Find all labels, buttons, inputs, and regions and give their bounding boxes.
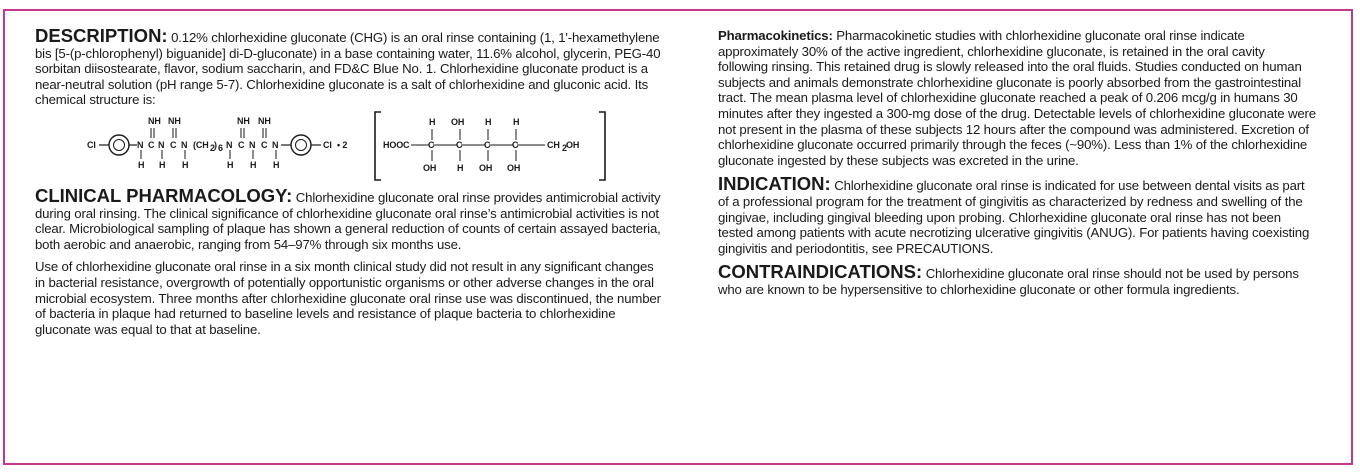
svg-text:C: C (512, 139, 519, 150)
clinical-pharmacology-section (35, 184, 663, 252)
indication-heading: INDICATION: (718, 173, 831, 195)
svg-text:H: H (159, 159, 166, 170)
left-column (35, 25, 663, 337)
pharmacokinetics-section (718, 28, 1318, 168)
right-column (718, 28, 1318, 298)
indication-text: Chlorhexidine gluconate oral rinse is indicated for use between dental visits as part of a professional program for the treatment of gingivitis as characterized by redness and swelling of the gingivae, including gingival bleeding upon probing. Chlorhexidine gluconate oral rinse has not been tested among patients with acute necrotizing ulcerative gingivitis (ANUG). For patients having coexisting gingivitis and periodontitis, see PRECAUTIONS. (718, 178, 1310, 256)
svg-text:H: H (457, 162, 464, 173)
svg-text:OH: OH (566, 139, 580, 150)
svg-text:H: H (513, 116, 520, 127)
svg-text:H: H (273, 159, 280, 170)
cl-right-label: Cl (323, 139, 332, 150)
svg-text:C: C (148, 139, 155, 150)
description-text: 0.12% chlorhexidine gluconate (CHG) is an oral rinse containing (1, 1'-hexamethylene bis [5-(p-chlorophenyl) biguanide] di-D-gluconate) in a base containing water, 11.6% alcohol, glycerin, PEG-40 sorbitan diisostearate, flavor, sodium saccharin, and FD&C Blue No. 1. Chlorhexidine gluconate product is a near-neutral solution (pH range 5-7). Chlorhexidine gluconate is a salt of chlorhexidine and gluconic acid. Its chemical structure is: (35, 30, 661, 108)
svg-text:NH: NH (237, 115, 250, 126)
clinical-pharmacology-text: Chlorhexidine gluconate oral rinse provides antimicrobial activity during oral rinsing. The clinical significance of chlorhexidine gluconate oral rinse’s antimicrobial activities is not clear. Microbiological sampling of plaque has shown a general reduction of counts of certain assayed bacteria, both aerobic and anaerobic, ranging from 54–97% through six months use. (35, 189, 661, 252)
description-heading: DESCRIPTION: (35, 25, 168, 46)
chemical-structure-diagram (85, 110, 665, 186)
svg-text:OH: OH (479, 162, 493, 173)
pharmacokinetics-heading: Pharmacokinetics: (718, 28, 833, 43)
svg-text:N: N (158, 139, 165, 150)
svg-text:H: H (182, 159, 189, 170)
contraindications-heading: CONTRAINDICATIONS: (718, 261, 923, 283)
clinical-pharmacology-heading: CLINICAL PHARMACOLOGY: (35, 184, 293, 206)
svg-text:NH: NH (168, 115, 181, 126)
svg-text:H: H (250, 159, 257, 170)
clinical-pharmacology-text-2: Use of chlorhexidine gluconate oral rinse in a six month clinical study did not result in any significant changes in bacterial resistance, overgrowth of potentially opportunistic organisms or other adverse changes in the oral microbial ecosystem. Three months after chlorhexidine gluconate oral rinse use was discontinued, the number of bacteria in plaque had returned to baseline levels and resistance of plaque bacteria to chlorhexidine gluconate was equal to that at baseline. (35, 259, 661, 337)
svg-text:6: 6 (218, 142, 223, 153)
svg-text:H: H (227, 159, 234, 170)
contraindications-text: Chlorhexidine gluconate oral rinse should not be used by persons who are known to be hypersensitive to chlorhexidine gluconate or other formula ingredients. (718, 266, 1299, 297)
svg-text:N: N (137, 139, 144, 150)
svg-text:H: H (485, 116, 492, 127)
svg-text:C: C (484, 139, 491, 150)
svg-text:2: 2 (562, 142, 567, 153)
svg-text:N: N (272, 139, 279, 150)
svg-text:H: H (429, 116, 436, 127)
svg-text:C: C (428, 139, 435, 150)
description-section (35, 25, 663, 108)
svg-text:H: H (138, 159, 145, 170)
svg-text:C: C (238, 139, 245, 150)
svg-text:C: C (456, 139, 463, 150)
svg-text:2: 2 (210, 142, 215, 153)
svg-text:): ) (214, 139, 217, 150)
svg-text:N: N (181, 139, 188, 150)
svg-text:OH: OH (423, 162, 437, 173)
contraindications-section (718, 261, 1318, 297)
svg-text:OH: OH (451, 116, 465, 127)
svg-text:OH: OH (507, 162, 521, 173)
svg-text:C: C (261, 139, 268, 150)
indication-section (718, 173, 1318, 256)
cl-left-label: Cl (87, 139, 96, 150)
svg-text:N: N (226, 139, 233, 150)
svg-text:(CH: (CH (193, 139, 209, 150)
svg-text:HOOC: HOOC (383, 139, 410, 150)
svg-text:CH: CH (547, 139, 560, 150)
chemical-structure (35, 110, 663, 186)
pharmacokinetics-text: Pharmacokinetic studies with chlorhexidine gluconate oral rinse indicate approximately 30% of the active ingredient, chlorhexidine gluconate, is retained in the oral cavity following rinsing. This retained drug is slowly released into the oral fluids. Studies conducted on human subjects and animals demonstrate chlorhexidine gluconate is poorly absorbed from the gastrointestinal tract. The mean plasma level of chlorhexidine gluconate reached a peak of 0.206 mcg/g in humans 30 minutes after they ingested a 300-mg dose of the drug. Detectable levels of chlorhexidine gluconate were not present in the plasma of these subjects 12 hours after the compound was administered. Excretion of chlorhexidine gluconate occurred primarily through the feces (~90%). Less than 1% of the chlorhexidine gluconate ingested by these subjects was excreted in the urine. (718, 28, 1316, 168)
svg-text:• 2: • 2 (337, 139, 348, 150)
svg-text:NH: NH (258, 115, 271, 126)
svg-text:NH: NH (148, 115, 161, 126)
svg-text:N: N (249, 139, 256, 150)
svg-text:C: C (170, 139, 177, 150)
benzene-ring-icon (109, 135, 129, 155)
